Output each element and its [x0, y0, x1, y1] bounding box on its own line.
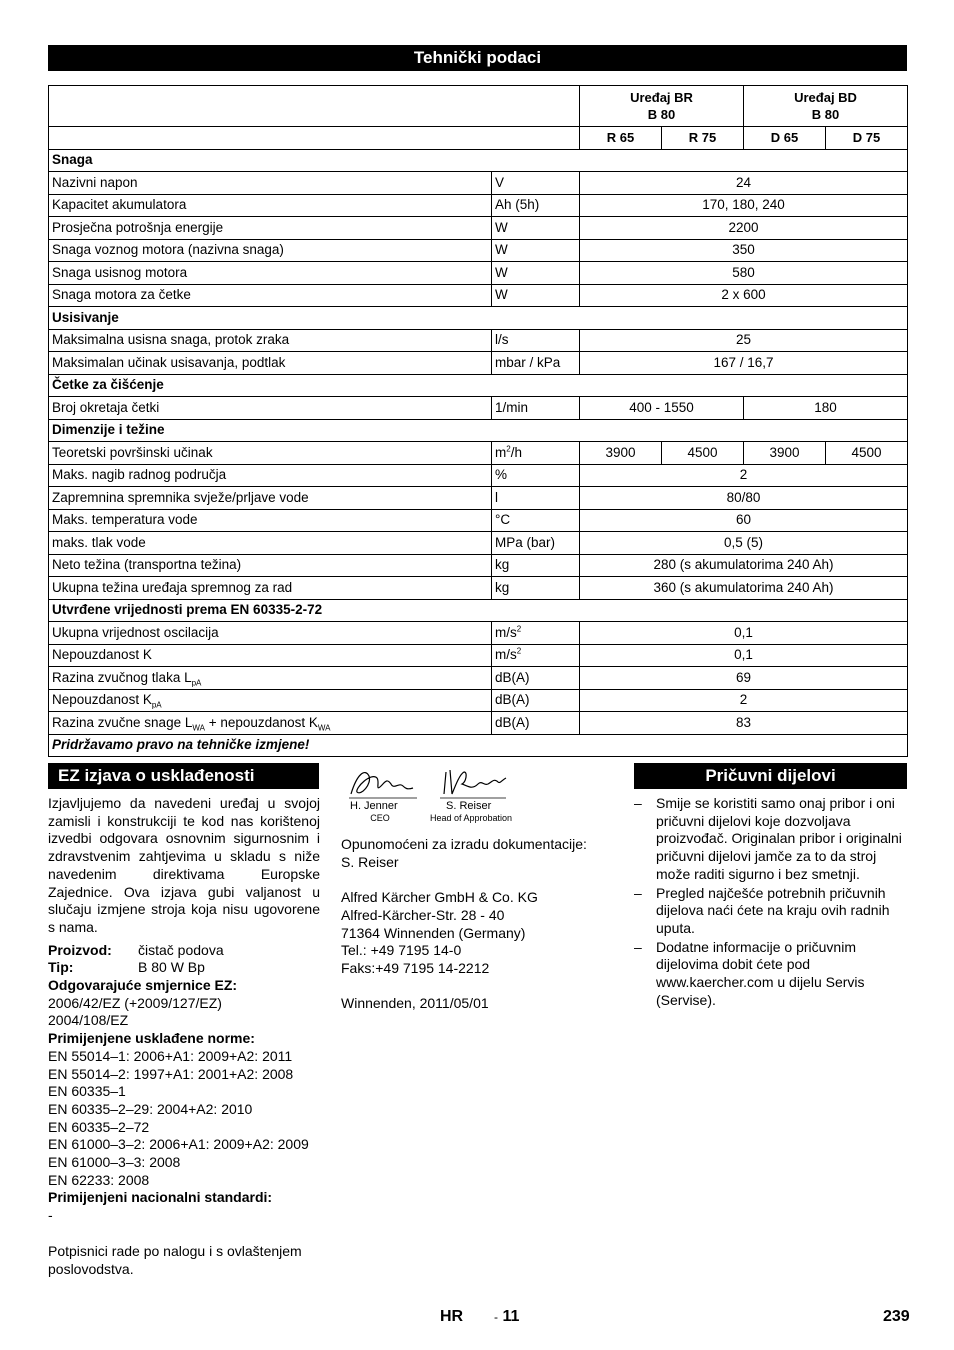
table-row: Razina zvučnog tlaka $L_{pA}$ dB(A) 69	[49, 667, 908, 690]
ez-norm: EN 61000–3–2: 2006+A1: 2009+A2: 2009	[48, 1136, 309, 1153]
table-row: Ukupna vrijednost oscilacija $m/s^2$ 0,1	[49, 622, 908, 645]
footer-lang: HR	[440, 1308, 464, 1325]
table-row: Maks. nagib radnog područja % 2	[49, 464, 908, 487]
ez-directive: 2004/108/EZ	[48, 1012, 129, 1029]
parts-list	[634, 795, 906, 1010]
table-row: Razina zvučne snage $L_{WA}$ + nepouzdanost $K_{WA}$ dB(A) 83	[49, 712, 908, 735]
table-row: maks. tlak vode MPa (bar) 0,5 (5)	[49, 532, 908, 555]
section-row: Usisivanje	[49, 307, 908, 330]
ez-type: Tip: B 80 W Bp	[48, 959, 205, 976]
company-info: Opunomoćeni za izradu dokumentacije: S. Reiser Alfred Kärcher GmbH & Co. KG Alfred-Kärcher-Str. 28 - 40 71364 Winnenden (Germany) Tel.: +49 7195 14-0 Faks:+49 7195 14-2212 Winnenden, 2011/05/01	[341, 836, 587, 1012]
ez-norm: EN 62233: 2008	[48, 1171, 150, 1188]
ez-national-label: Primijenjeni nacionalni standardi:	[48, 1189, 273, 1206]
variant-r65: R 65	[580, 127, 662, 150]
ez-national-value: -	[48, 1207, 53, 1224]
table-row: Snaga voznog motora (nazivna snaga) W 350	[49, 239, 908, 262]
table-row: Maks. temperatura vode °C 60	[49, 509, 908, 532]
table-header-row	[49, 86, 908, 127]
header-bd: Uređaj BD B 80	[744, 86, 908, 127]
table-row: Ukupna težina uređaja spremnog za rad kg 360 (s akumulatorima 240 Ah)	[49, 577, 908, 600]
header-br: Uređaj BR B 80	[580, 86, 744, 127]
tech-title: Tehnički podaci	[48, 45, 907, 71]
table-row: Nepouzdanost K $m/s^2$ 0,1	[49, 644, 908, 667]
table-row: Nazivni napon V 24	[49, 172, 908, 195]
variant-d65: D 65	[744, 127, 826, 150]
list-item: – Pregled najčešće potrebnih pričuvnih dijelova naći ćete na kraju ovih radnih uputa.	[634, 884, 890, 936]
variant-d75: D 75	[826, 127, 908, 150]
table-row: Nepouzdanost $K_{pA}$ dB(A) 2	[49, 689, 908, 712]
variant-r75: R 75	[662, 127, 744, 150]
dash-bullet: –	[634, 938, 642, 955]
table-row: Prosječna potrošnja energije W 2200	[49, 217, 908, 240]
table-row: Snaga usisnog motora W 580	[49, 262, 908, 285]
section-row: Dimenzije i težine	[49, 419, 908, 442]
ez-norm: EN 60335–2–72	[48, 1118, 150, 1135]
ez-product: Proizvod: čistač podova	[48, 941, 224, 958]
table-row: Maksimalan učinak usisavanja, podtlak mbar / kPa 167 / 16,7	[49, 352, 908, 375]
ez-signers-note: Potpisnici rade po nalogu i s ovlaštenjem poslovodstva.	[48, 1242, 302, 1277]
table-row: Zapremnina spremnika svježe/prljave vode l 80/80	[49, 487, 908, 510]
ez-norm: EN 55014–2: 1997+A1: 2001+A2: 2008	[48, 1065, 294, 1082]
list-item: – Smije se koristiti samo onaj pribor i oni pričuvni dijelovi koje dozvoljava proizvođač. Originalan pribor i originalni pričuvni dijelovi jamče za to da stroj može raditi sigurno i bez smetnji.	[634, 795, 902, 882]
technical-data-table	[48, 85, 908, 757]
ez-norms-label: Primijenjene usklađene norme:	[48, 1030, 255, 1047]
table-row: Broj okretaja četki 1/min 400 - 1550 180	[49, 397, 908, 420]
table-variant-row	[49, 127, 908, 150]
footer-page-number: 239	[883, 1308, 910, 1325]
ez-directive: 2006/42/EZ (+2009/127/EZ)	[48, 994, 222, 1011]
ez-norm: EN 60335–1	[48, 1083, 126, 1100]
ez-norm: EN 61000–3–3: 2008	[48, 1154, 181, 1171]
table-row: Kapacitet akumulatora Ah (5h) 170, 180, 240	[49, 194, 908, 217]
signature-jenner-image	[347, 764, 419, 804]
ez-norm: EN 55014–1: 2006+A1: 2009+A2: 2011	[48, 1047, 293, 1064]
section-row: Četke za čišćenje	[49, 374, 908, 397]
section-row: Snaga	[49, 149, 908, 172]
dash-bullet: –	[634, 884, 642, 901]
dash-bullet: –	[634, 795, 642, 811]
section-row: Utvrđene vrijednosti prema EN 60335-2-72	[49, 599, 908, 622]
table-note-row: Pridržavamo pravo na tehničke izmjene!	[49, 734, 908, 757]
signature-reiser-image	[438, 764, 508, 804]
ez-title: EZ izjava o usklađenosti	[48, 763, 319, 789]
ez-declaration	[48, 795, 320, 1278]
signer-left: H. Jenner CEO	[350, 800, 398, 823]
table-row: Maksimalna usisna snaga, protok zraka l/s 25	[49, 329, 908, 352]
table-row: Neto težina (transportna težina) kg 280 (s akumulatorima 240 Ah)	[49, 554, 908, 577]
ez-norm: EN 60335–2–29: 2004+A2: 2010	[48, 1100, 253, 1117]
table-row: Teoretski površinski učinak $m^2/h$ 3900 4500 3900 4500	[49, 442, 908, 465]
ez-intro: Izjavljujemo da navedeni uređaj u svojoj zamisli i konstrukciji te kod nas korištenoj izvedbi odgovara osnovnim sigurnosnim i zdravstvenim zahtjevima u skladu s niže navedenim direktivama Europske Zajednice. Ova izjava gubi valjanost u slučaju izmjene stroja koja nisu ugovorene s nama.	[48, 795, 320, 935]
parts-title: Pričuvni dijelovi	[634, 763, 907, 789]
ez-directives-label: Odgovarajuće smjernice EZ:	[48, 977, 238, 994]
footer-local-page: - 11	[494, 1308, 520, 1325]
list-item: – Dodatne informacije o pričuvnim dijelovima dobit ćete pod www.kaercher.com u dijelu Servis (Servise).	[634, 938, 865, 1008]
signer-right: S. Reiser Head of Approbation	[430, 800, 513, 823]
table-row: Snaga motora za četke W 2 x 600	[49, 284, 908, 307]
